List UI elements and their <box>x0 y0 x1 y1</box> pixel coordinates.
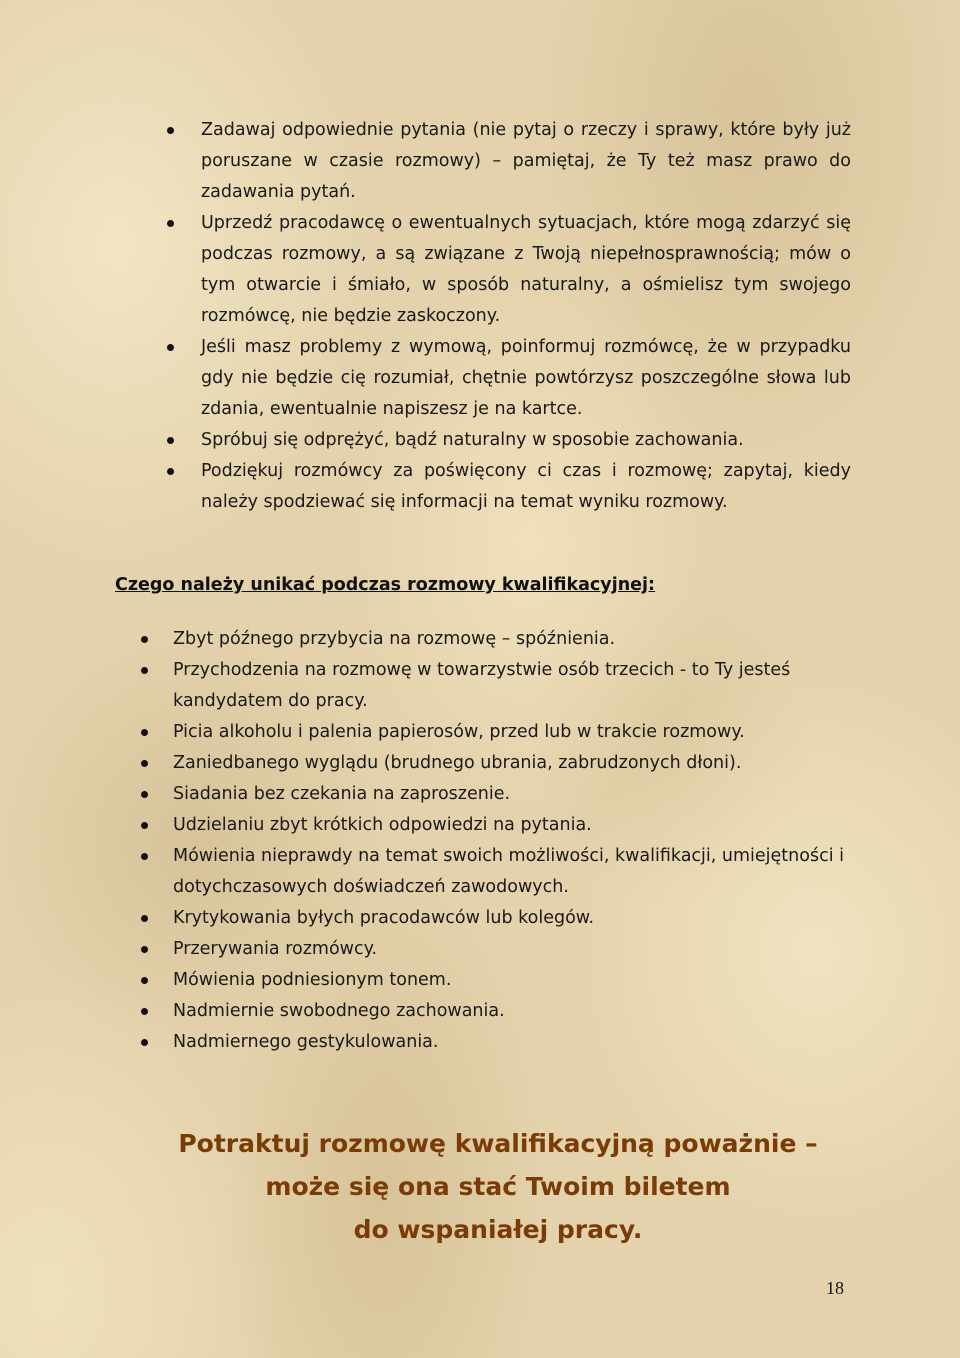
list-item-text: Siadania bez czekania na zaproszenie. <box>173 784 511 804</box>
list-item-text: Krytykowania byłych pracodawców lub kolegów. <box>173 908 595 928</box>
list-item-text: Zadawaj odpowiednie pytania (nie pytaj o rzeczy i sprawy, które były już poruszane w czasie rozmowy) – pamiętaj, że Ty też masz prawo do zadawania pytań. <box>201 120 851 202</box>
bullet-icon <box>141 853 148 860</box>
closing-line: do wspaniałej pracy. <box>353 1215 643 1244</box>
list-item <box>173 717 853 748</box>
bullet-icon <box>141 1039 148 1046</box>
list-item-text: Przychodzenia na rozmowę w towarzystwie osób trzecich - to Ty jesteś kandydatem do pracy. <box>173 660 791 711</box>
list-item <box>201 332 851 425</box>
list-item <box>173 965 853 996</box>
closing-line: Potraktuj rozmowę kwalifikacyjną poważnie – <box>178 1129 818 1158</box>
bullet-icon <box>167 344 174 351</box>
bullet-icon <box>141 760 148 767</box>
list-item <box>201 456 851 518</box>
bullet-icon <box>167 220 174 227</box>
bullet-icon <box>167 437 174 444</box>
list-item <box>201 208 851 332</box>
list-item-text: Mówienia nieprawdy na temat swoich możliwości, kwalifikacji, umiejętności i dotychczasowych doświadczeń zawodowych. <box>173 846 844 897</box>
list-item <box>173 841 853 903</box>
list-item <box>201 425 851 456</box>
list-item-text: Podziękuj rozmówcy za poświęcony ci czas i rozmowę; zapytaj, kiedy należy spodziewać się informacji na temat wyniku rozmowy. <box>201 461 851 512</box>
list-item <box>173 934 853 965</box>
bullet-icon <box>141 946 148 953</box>
list-item <box>173 810 853 841</box>
bullet-icon <box>141 791 148 798</box>
list-item-text: Mówienia podniesionym tonem. <box>173 970 452 990</box>
list-item-text: Spróbuj się odprężyć, bądź naturalny w sposobie zachowania. <box>201 430 744 450</box>
bullet-icon <box>141 1008 148 1015</box>
closing-message <box>0 1122 960 1251</box>
bullet-icon <box>141 667 148 674</box>
bullet-icon <box>167 127 174 134</box>
list-item-text: Udzielaniu zbyt krótkich odpowiedzi na pytania. <box>173 815 592 835</box>
bullet-icon <box>141 977 148 984</box>
bullet-icon <box>167 468 174 475</box>
list-item-text: Nadmiernego gestykulowania. <box>173 1032 439 1052</box>
bullet-icon <box>141 729 148 736</box>
bullet-icon <box>141 636 148 643</box>
bullet-icon <box>141 915 148 922</box>
list-item <box>173 1027 853 1058</box>
page-number: 18 <box>826 1278 844 1298</box>
list-item <box>173 655 853 717</box>
list-item <box>173 779 853 810</box>
list-item <box>201 115 851 208</box>
list-item <box>173 748 853 779</box>
list-item-text: Zbyt późnego przybycia na rozmowę – spóźnienia. <box>173 629 616 649</box>
things-to-avoid-list <box>173 624 853 1058</box>
list-item-text: Zaniedbanego wyglądu (brudnego ubrania, zabrudzonych dłoni). <box>173 753 742 773</box>
list-item-text: Jeśli masz problemy z wymową, poinformuj rozmówcę, że w przypadku gdy nie będzie cię rozumiał, chętnie powtórzysz poszczególne słowa lub zdania, ewentualnie napiszesz je na kartce. <box>201 337 851 419</box>
list-item-text: Uprzedź pracodawcę o ewentualnych sytuacjach, które mogą zdarzyć się podczas rozmowy, a są związane z Twoją niepełnosprawnością; mów o tym otwarcie i śmiało, w sposób naturalny, a ośmielisz tym swojego rozmówcę, nie będzie zaskoczony. <box>201 213 851 326</box>
list-item-text: Nadmiernie swobodnego zachowania. <box>173 1001 505 1021</box>
list-item-text: Przerywania rozmówcy. <box>173 939 378 959</box>
list-item <box>173 903 853 934</box>
list-item <box>173 996 853 1027</box>
closing-line: może się ona stać Twoim biletem <box>265 1172 731 1201</box>
interview-tips-list <box>201 115 851 518</box>
list-item-text: Picia alkoholu i palenia papierosów, przed lub w trakcie rozmowy. <box>173 722 745 742</box>
section-heading: Czego należy unikać podczas rozmowy kwalifikacyjnej: <box>115 575 656 595</box>
list-item <box>173 624 853 655</box>
bullet-icon <box>141 822 148 829</box>
